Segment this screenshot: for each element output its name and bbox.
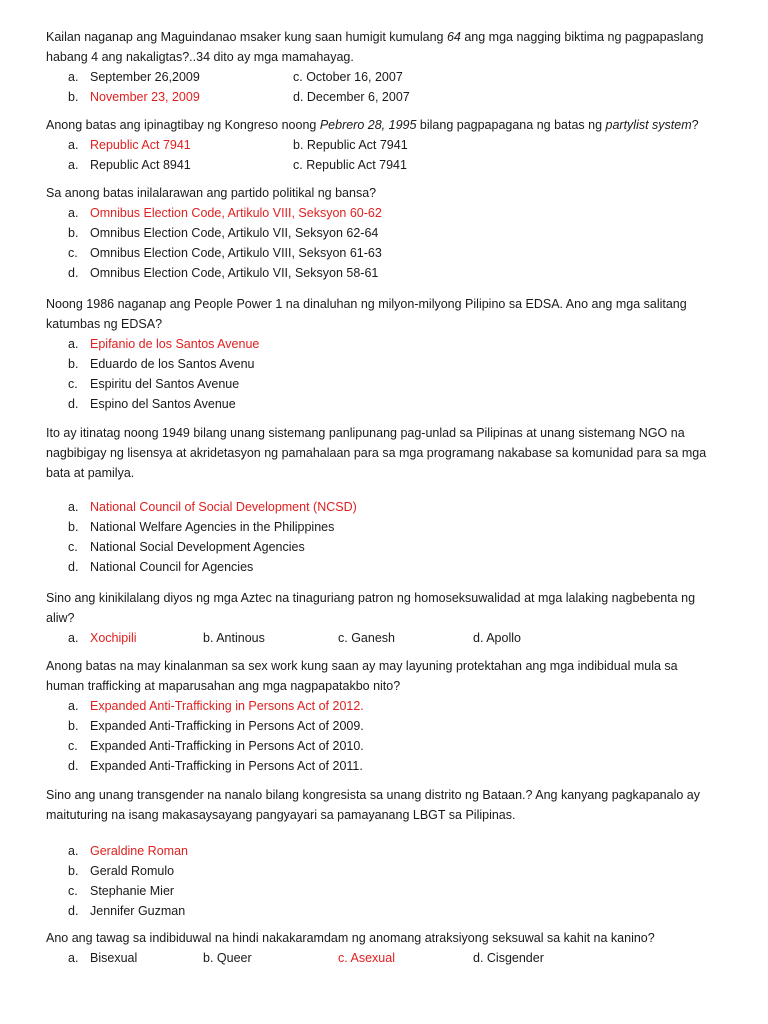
- question-text: Anong batas na may kinalanman sa sex work kung saan ay may layuning protektahan ang mga indibidual mula sa human trafficking at maparusahan ang mga nagpapatakbo nito?: [46, 659, 678, 693]
- option-c: c. Espiritu del Santos Avenue: [68, 377, 240, 391]
- question-9: [46, 928, 714, 968]
- option-d: d. Expanded Anti-Trafficking in Persons Act of 2011.: [68, 759, 363, 773]
- question-text: Anong batas ang ipinagtibay ng Kongreso noong Pebrero 28, 1995 bilang pagpapagana ng batas ng partylist system?: [46, 118, 699, 132]
- option-b: b. National Welfare Agencies in the Philippines: [68, 520, 335, 534]
- question-3: [46, 183, 714, 283]
- option-c: c. Expanded Anti-Trafficking in Persons Act of 2010.: [68, 739, 364, 753]
- option-b: b. Republic Act 7941: [293, 138, 408, 152]
- question-7: [46, 656, 714, 776]
- option-b: b. Omnibus Election Code, Artikulo VII, Seksyon 62-64: [68, 226, 379, 240]
- option-a: a. Republic Act 8941: [68, 158, 191, 172]
- option-d: d. Apollo: [473, 631, 521, 645]
- question-6: [46, 588, 714, 648]
- option-d: d. Omnibus Election Code, Artikulo VII, Seksyon 58-61: [68, 266, 379, 280]
- option-d: d. Jennifer Guzman: [68, 904, 186, 918]
- option-a-correct: a. National Council of Social Development (NCSD): [68, 500, 357, 514]
- option-c: c. National Social Development Agencies: [68, 540, 305, 554]
- question-5: [46, 423, 714, 577]
- option-a-correct: a. Expanded Anti-Trafficking in Persons Act of 2012.: [68, 699, 364, 713]
- option-row: [46, 155, 714, 175]
- option-b: b. Eduardo de los Santos Avenu: [68, 357, 255, 371]
- option-b: b. Queer: [203, 951, 252, 965]
- question-text: Ano ang tawag sa indibiduwal na hindi nakakaramdam ng anomang atraksiyong seksuwal sa kahit na kanino?: [46, 931, 655, 945]
- option-c: c. Omnibus Election Code, Artikulo VIII, Seksyon 61-63: [68, 246, 382, 260]
- option-a: a. Bisexual: [68, 951, 138, 965]
- question-text: Noong 1986 naganap ang People Power 1 na dinaluhan ng milyon-milyong Pilipino sa EDSA. Ano ang mga salitang katumbas ng EDSA?: [46, 297, 687, 331]
- question-4: [46, 294, 714, 414]
- question-8: [46, 785, 714, 921]
- option-d: d. Cisgender: [473, 951, 544, 965]
- option-c: c. Republic Act 7941: [293, 158, 407, 172]
- option-b-correct: b. November 23, 2009: [68, 90, 200, 104]
- option-c-correct: c. Asexual: [338, 951, 395, 965]
- option-row: [46, 135, 714, 155]
- question-text: Sa anong batas inilalarawan ang partido politikal ng bansa?: [46, 186, 377, 200]
- option-c: c. Ganesh: [338, 631, 395, 645]
- option-a-correct: a. Geraldine Roman: [68, 844, 188, 858]
- question-text: Sino ang kinikilalang diyos ng mga Aztec na tinaguriang patron ng homoseksuwalidad at mga lalaking nagbebenta ng aliw?: [46, 591, 696, 625]
- option-row: [46, 948, 714, 968]
- question-text: Sino ang unang transgender na nanalo bilang kongresista sa unang distrito ng Bataan.? Ang kanyang pagkapanalo ay maituturing na isang makasaysayang pangyayari sa pamayanang LBGT sa Pilipinas.: [46, 788, 700, 822]
- question-text: Ito ay itinatag noong 1949 bilang unang sistemang panlipunang pag-unlad sa Pilipinas at unang sistemang NGO na nagbibigay ng lisensya at akridetasyon ng pamahalaan para sa mga programang nakabase sa komunidad para sa mga bata at pamilya.: [46, 426, 707, 480]
- option-a: a. September 26,2009: [68, 70, 200, 84]
- option-row: [46, 87, 714, 107]
- option-c: c. Stephanie Mier: [68, 884, 175, 898]
- option-d: d. National Council for Agencies: [68, 560, 254, 574]
- option-row: [46, 67, 714, 87]
- question-text: Kailan naganap ang Maguindanao msaker kung saan humigit kumulang 64 ang mga nagging biktima ng pagpapaslang habang 4 ang nakaligtas?..34 dito ay mga mamahayag.: [46, 30, 704, 64]
- option-a-correct: a. Epifanio de los Santos Avenue: [68, 337, 260, 351]
- option-a-correct: a. Omnibus Election Code, Artikulo VIII, Seksyon 60-62: [68, 206, 382, 220]
- question-2: [46, 115, 714, 175]
- option-c: c. October 16, 2007: [293, 70, 403, 84]
- option-a-correct: a. Republic Act 7941: [68, 138, 191, 152]
- option-a-correct: a. Xochipili: [68, 631, 137, 645]
- option-row: [46, 628, 714, 648]
- option-b: b. Gerald Romulo: [68, 864, 175, 878]
- option-b: b. Expanded Anti-Trafficking in Persons Act of 2009.: [68, 719, 364, 733]
- option-b: b. Antinous: [203, 631, 265, 645]
- option-d: d. Espino del Santos Avenue: [68, 397, 236, 411]
- option-d: d. December 6, 2007: [293, 90, 410, 104]
- question-1: [46, 27, 714, 107]
